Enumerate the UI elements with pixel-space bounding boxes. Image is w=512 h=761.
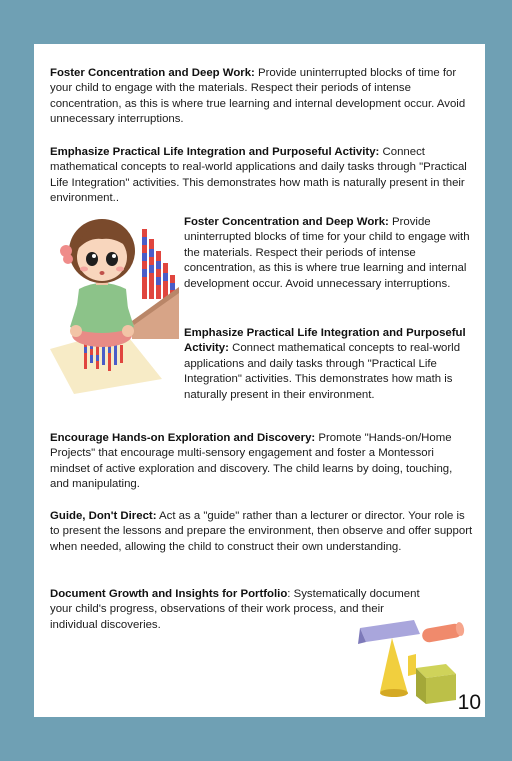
section-foster-concentration bbox=[50, 66, 474, 128]
section-hands-on-exploration bbox=[50, 431, 474, 493]
section-body: Provide uninterrupted blocks of time for your child to engage with the materials. Respect their periods of intense concentration, as this is where true learning and internal development occur. Avoid unnecessary interruptions. bbox=[50, 67, 466, 126]
section-heading: Foster Concentration and Deep Work: bbox=[184, 216, 389, 228]
section-heading: Document Growth and Insights for Portfolio bbox=[50, 588, 288, 600]
section-guide-dont-direct bbox=[50, 509, 474, 555]
section-body: Connect mathematical concepts to real-world applications and daily tasks through "Practical Life Integration" activities. This demonstrates how math is naturally present in their environment.. bbox=[50, 146, 467, 205]
section-body: Act as a "guide" rather than a lecturer or director. Your role is to present the lessons and prepare the environment, then observe and offer support when needed, allowing the child to construct their own understanding. bbox=[50, 510, 473, 553]
section-body: : Systematically document your child's progress, observations of their work process, and their individual discoveries. bbox=[50, 588, 420, 631]
section-heading: Encourage Hands-on Exploration and Discovery: bbox=[50, 432, 316, 444]
section-heading: Emphasize Practical Life Integration and Purposeful Activity: bbox=[50, 146, 380, 158]
section-heading: Guide, Don't Direct: bbox=[50, 510, 157, 522]
geometric-solids-illustration bbox=[354, 616, 469, 706]
page-number: 10 bbox=[457, 691, 481, 714]
document-page bbox=[34, 44, 485, 717]
section-heading: Emphasize Practical Life Integration and Purposeful Activity: bbox=[184, 327, 466, 355]
section-body: Connect mathematical concepts to real-world applications and daily tasks through "Practical Life Integration" activities. This demonstrates how math is naturally present in their environment. bbox=[184, 342, 461, 401]
section-practical-life-repeat bbox=[184, 326, 470, 403]
number-rods-stair bbox=[142, 229, 175, 299]
section-practical-life bbox=[50, 145, 474, 207]
section-heading: Foster Concentration and Deep Work: bbox=[50, 67, 255, 79]
section-foster-concentration-repeat bbox=[184, 215, 470, 292]
girl-with-number-rods-illustration bbox=[44, 209, 179, 394]
section-body: Provide uninterrupted blocks of time for your child to engage with the materials. Respect their periods of intense concentration, as this is where true learning and internal development occur. Avoid unnecessary interruptions. bbox=[184, 216, 470, 290]
section-body: Promote "Hands-on/Home Projects" that encourage multi-sensory engagement and foster a Montessori mindset of active exploration and discovery. The child learns by doing, touching, and manipulating. bbox=[50, 432, 453, 491]
